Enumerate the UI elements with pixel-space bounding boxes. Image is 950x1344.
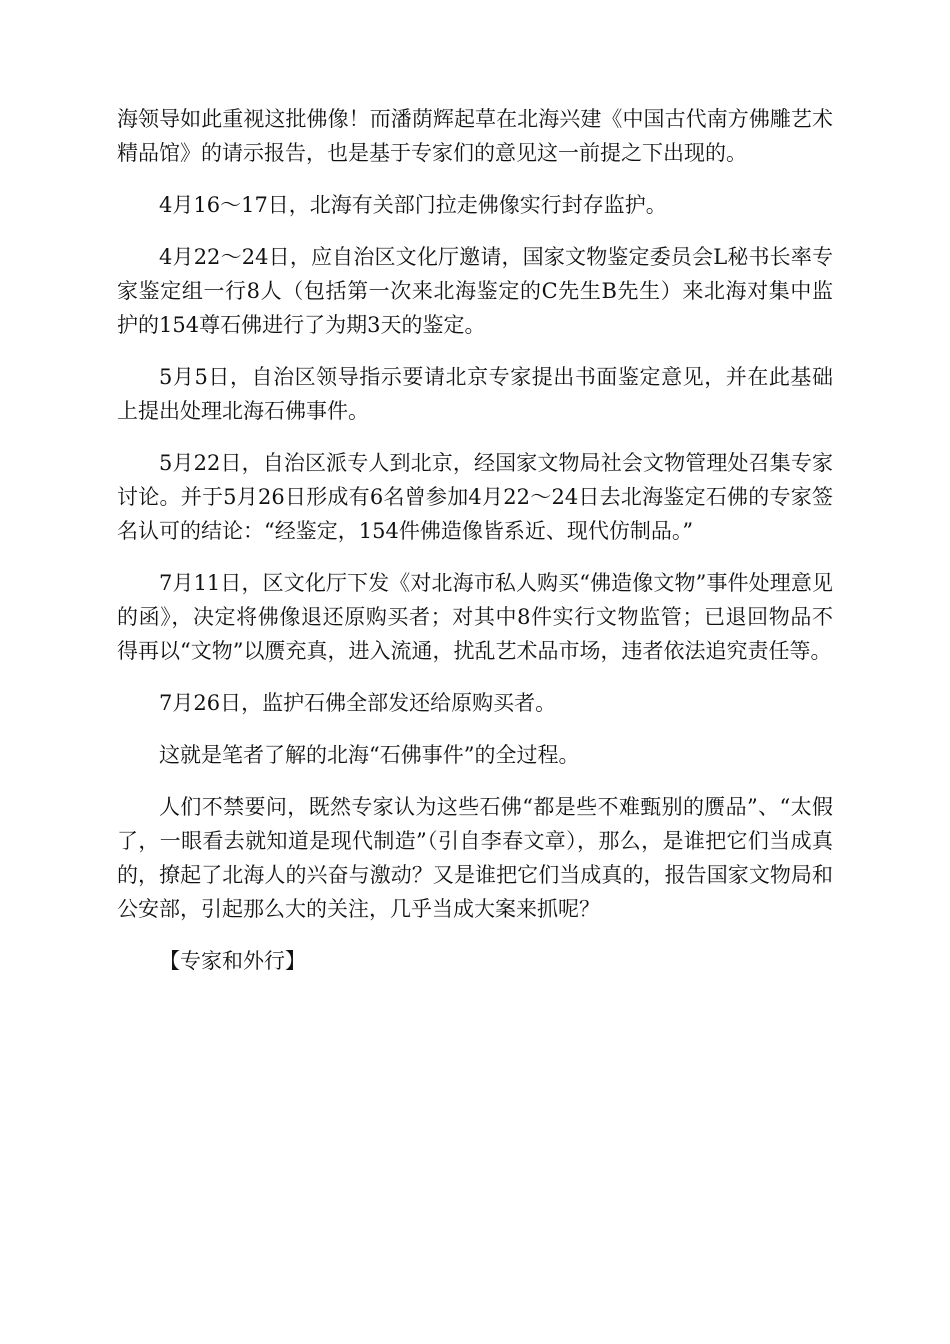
paragraph-7: 7月26日，监护石佛全部发还给原购买者。 (159, 691, 557, 715)
paragraph-8: 这就是笔者了解的北海“石佛事件”的全过程。 (159, 743, 580, 767)
paragraph-2: 4月16～17日，北海有关部门拉走佛像实行封存监护。 (159, 193, 667, 217)
document-body (117, 102, 833, 996)
paragraph-6: 7月11日，区文化厅下发《对北海市私人购买“佛造像文物”事件处理意见的函》，决定将佛像退还原购买者；对其中8件实行文物监管；已退回物品不得再以“文物”以赝充真，进入流通，扰乱艺术品市场，违者依法追究责任等。 (117, 571, 833, 663)
paragraph-1: 海领导如此重视这批佛像！而潘荫辉起草在北海兴建《中国古代南方佛雕艺术精品馆》的请示报告，也是基于专家们的意见这一前提之下出现的。 (117, 107, 833, 165)
paragraph-9: 人们不禁要问，既然专家认为这些石佛“都是些不难甄别的赝品”、“太假了，一眼看去就知道是现代制造”（引自李春文章），那么，是谁把它们当成真的，撩起了北海人的兴奋与激动？又是谁把它们当成真的，报告国家文物局和公安部，引起那么大的关注，几乎当成大案来抓呢？ (117, 795, 833, 921)
paragraph-4: 5月5日，自治区领导指示要请北京专家提出书面鉴定意见，并在此基础上提出处理北海石佛事件。 (117, 365, 833, 423)
section-heading: 【专家和外行】 (159, 949, 306, 973)
paragraph-5: 5月22日，自治区派专人到北京，经国家文物局社会文物管理处召集专家讨论。并于5月26日形成有6名曾参加4月22～24日去北海鉴定石佛的专家签名认可的结论：“经鉴定，154件佛造像皆系近、现代仿制品。” (117, 451, 833, 543)
paragraph-3: 4月22～24日，应自治区文化厅邀请，国家文物鉴定委员会L秘书长率专家鉴定组一行8人（包括第一次来北海鉴定的C先生B先生）来北海对集中监护的154尊石佛进行了为期3天的鉴定。 (117, 245, 833, 337)
